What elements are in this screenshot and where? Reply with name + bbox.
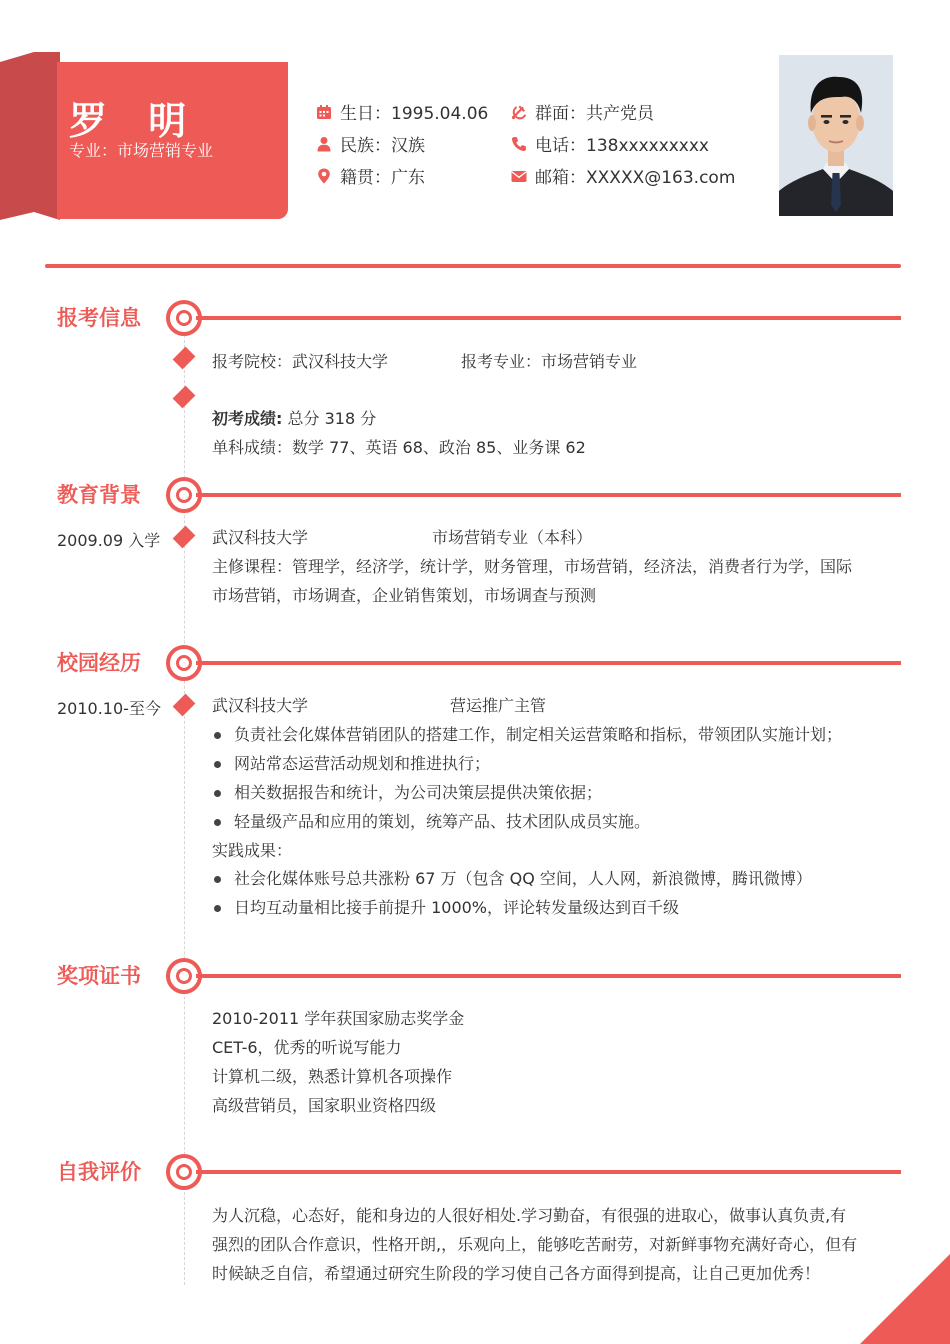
- education-courses: 主修课程：管理学，经济学，统计学，财务管理，市场营销，经济法，消费者行为学，国际: [212, 557, 853, 576]
- bullet-dot: [214, 819, 221, 826]
- info-ethnicity: 民族：汉族: [316, 131, 425, 156]
- self-evaluation-text: 强烈的团队合作意识，性格开朗,，乐观向上，能够吃苦耐劳，对新鲜事物充满好奇心，但有: [212, 1235, 858, 1254]
- bullet-dot: [214, 732, 221, 739]
- education-date: 2009.09 入学: [57, 531, 161, 550]
- info-birthday: 生日：1995.04.06: [316, 99, 488, 124]
- mail-icon: [511, 168, 527, 184]
- campus-role: 营运推广主管: [450, 696, 547, 715]
- info-email: 邮箱：XXXXX@163.com: [511, 163, 735, 188]
- campus-duty: 负责社会化媒体营销团队的搭建工作，制定相关运营策略和指标，带领团队实施计划；: [234, 725, 843, 744]
- campus-date: 2010.10-至今: [57, 699, 161, 718]
- self-evaluation-text: 为人沉稳，心态好，能和身边的人很好相处.学习勤奋，有很强的进取心，做事认真负责,有: [212, 1206, 847, 1225]
- diamond-marker: [173, 347, 196, 370]
- award-item: 高级营销员，国家职业资格四级: [212, 1096, 437, 1115]
- prelim-label: 初考成绩:: [212, 409, 283, 428]
- campus-result: 社会化媒体账号总共涨粉 67 万（包含 QQ 空间，人人网，新浪微博，腾讯微博）: [234, 869, 812, 888]
- bullet-dot: [214, 790, 221, 797]
- section-rule: [196, 1170, 901, 1174]
- candidate-major: 专业：市场营销专业: [69, 141, 214, 160]
- info-political: 群面：共产党员: [511, 99, 654, 124]
- section-title-exam: 报考信息: [57, 306, 141, 330]
- profile-photo: [779, 55, 893, 216]
- education-degree: 市场营销专业（本科）: [432, 528, 593, 547]
- diamond-marker: [173, 386, 196, 409]
- section-rule: [196, 493, 901, 497]
- award-item: CET-6，优秀的听说写能力: [212, 1038, 402, 1057]
- section-title-campus: 校园经历: [57, 651, 141, 675]
- prelim-value: 总分 318 分: [282, 409, 377, 428]
- exam-prelim-score: [212, 409, 376, 429]
- campus-result: 日均互动量相比接手前提升 1000%，评论转发量级达到百千级: [234, 898, 680, 917]
- exam-major: 报考专业：市场营销专业: [461, 352, 638, 371]
- campus-duty: 相关数据报告和统计，为公司决策层提供决策依据；: [234, 783, 603, 802]
- person-icon: [316, 136, 332, 152]
- section-rule: [196, 974, 901, 978]
- section-rule: [196, 661, 901, 665]
- header-divider: [45, 264, 901, 268]
- campus-duty: 网站常态运营活动规划和推进执行；: [234, 754, 491, 773]
- campus-duty: 轻量级产品和应用的策划，统筹产品、技术团队成员实施。: [234, 812, 651, 831]
- info-phone: 电话：138xxxxxxxxx: [511, 131, 709, 156]
- bullet-dot: [214, 876, 221, 883]
- bullet-dot: [214, 761, 221, 768]
- exam-subject-scores: 单科成绩：数学 77、英语 68、政治 85、业务课 62: [212, 438, 586, 457]
- campus-org: 武汉科技大学: [212, 696, 309, 715]
- award-item: 2010-2011 学年获国家励志奖学金: [212, 1009, 465, 1028]
- self-evaluation-text: 时候缺乏自信，希望通过研究生阶段的学习使自己各方面得到提高，让自己更加优秀！: [212, 1264, 821, 1283]
- corner-decoration: [860, 1254, 950, 1344]
- exam-school: 报考院校：武汉科技大学: [212, 352, 389, 371]
- section-title-education: 教育背景: [57, 483, 141, 507]
- section-title-awards: 奖项证书: [57, 964, 141, 988]
- education-school: 武汉科技大学: [212, 528, 309, 547]
- ribbon-fold: [0, 52, 60, 220]
- candidate-name: 罗 明: [69, 99, 201, 143]
- diamond-marker: [173, 526, 196, 549]
- campus-results-label: 实践成果：: [212, 841, 293, 860]
- award-item: 计算机二级，熟悉计算机各项操作: [212, 1067, 453, 1086]
- location-pin-icon: [316, 168, 332, 184]
- timeline-line: [184, 315, 185, 1285]
- diamond-marker: [173, 694, 196, 717]
- section-rule: [196, 316, 901, 320]
- info-native-place: 籍贯：广东: [316, 163, 425, 188]
- phone-icon: [511, 136, 527, 152]
- name-banner: [57, 62, 288, 219]
- party-emblem-icon: [511, 104, 527, 120]
- education-courses-cont: 市场营销，市场调查，企业销售策划，市场调查与预测: [212, 586, 597, 605]
- bullet-dot: [214, 905, 221, 912]
- calendar-icon: [316, 104, 332, 120]
- section-title-self: 自我评价: [57, 1160, 141, 1184]
